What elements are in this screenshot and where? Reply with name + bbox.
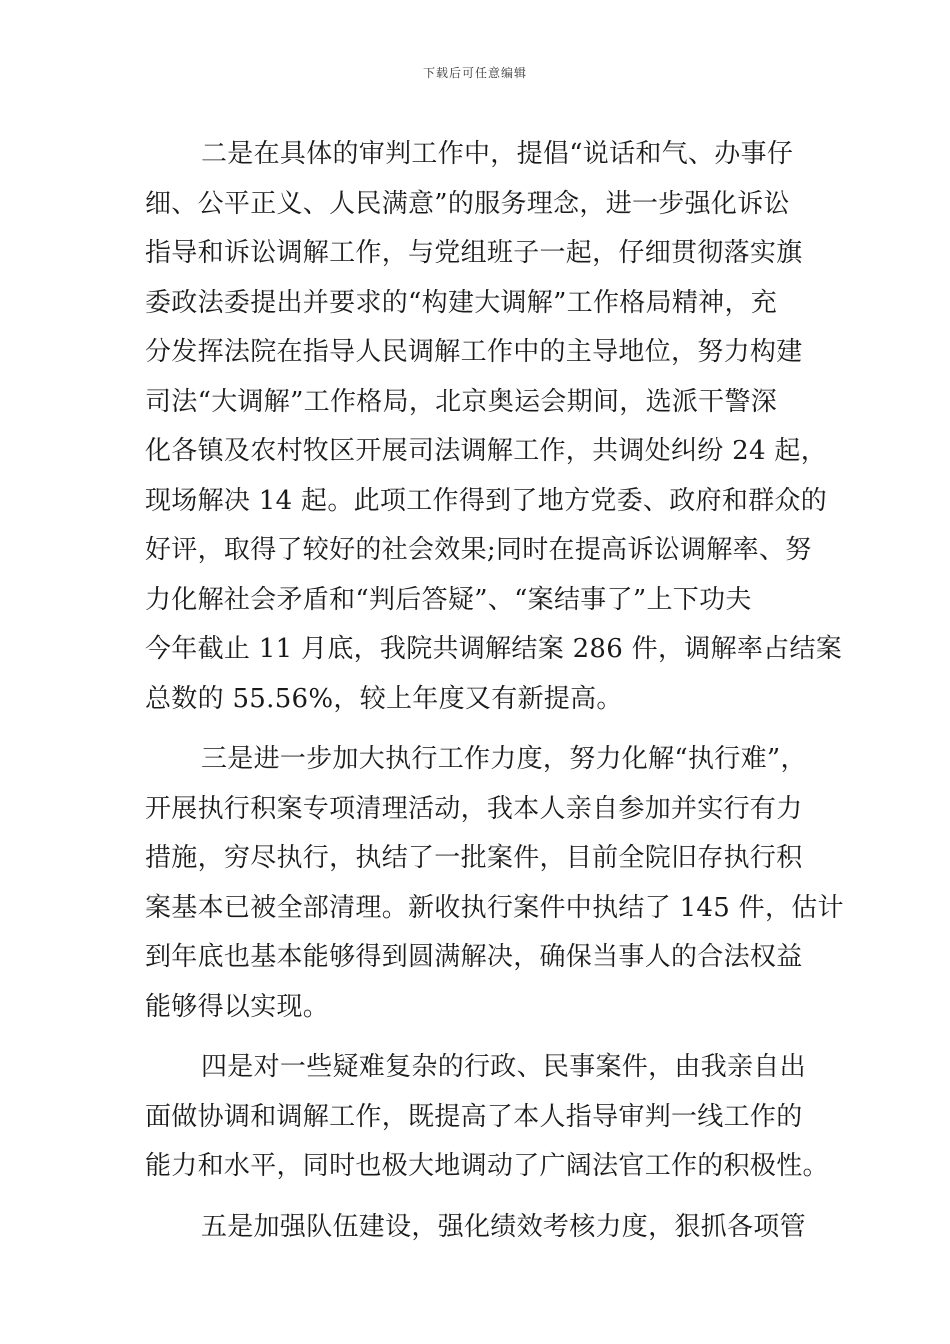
text-line: 开展执行积案专项清理活动，我本人亲自参加并实行有力: [145, 793, 803, 824]
text-line: 化各镇及农村牧区开展司法调解工作，共调处纠纷 24 起，: [145, 436, 828, 466]
text-line: 能够得以实现。: [145, 991, 330, 1022]
text-line: 总数的 55.56%，较上年度又有新提高。: [145, 683, 623, 714]
paragraph-4: [145, 1043, 829, 1192]
text-line: 司法“大调解”工作格局，北京奥运会期间，选派干警深: [145, 386, 778, 417]
paragraph-3: [145, 735, 844, 1032]
text-line: 好评，取得了较好的社会效果;同时在提高诉讼调解率、努: [145, 535, 812, 565]
text-line: 面做协调和调解工作，既提高了本人指导审判一线工作的: [145, 1101, 803, 1132]
text-line: 能力和水平，同时也极大地调动了广阔法官工作的积极性。: [145, 1151, 829, 1181]
text-line: 五是加强队伍建设，强化绩效考核力度，狠抓各项管: [201, 1211, 806, 1242]
text-line: 指导和诉讼调解工作，与党组班子一起，仔细贯彻落实旗: [145, 238, 803, 268]
text-line: 细、公平正义、人民满意”的服务理念，进一步强化诉讼: [145, 188, 790, 219]
paragraph-5: [145, 1203, 807, 1253]
text-line: 四是对一些疑难复杂的行政、民事案件，由我亲自出: [201, 1052, 806, 1082]
text-line: 案基本已被全部清理。新收执行案件中执结了 145 件，估计: [145, 892, 844, 923]
text-line: 到年底也基本能够得到圆满解决，确保当事人的合法权益: [145, 942, 803, 972]
text-line: 三是进一步加大执行工作力度，努力化解“执行难”，: [201, 744, 807, 774]
text-line: 今年截止 11 月底，我院共调解结案 286 件，调解率占结案: [145, 634, 843, 664]
document-body: [145, 130, 844, 1252]
text-line: 委政法委提出并要求的“构建大调解”工作格局精神，充: [145, 287, 778, 318]
page-header: 下载后可任意编辑: [422, 66, 527, 80]
paragraph-2: [145, 130, 843, 724]
text-line: 分发挥法院在指导人民调解工作中的主导地位，努力构建: [145, 337, 803, 367]
text-line: 措施，穷尽执行，执结了一批案件，目前全院旧存执行积: [145, 843, 803, 873]
text-line: 力化解社会矛盾和“判后答疑”、“案结事了”上下功夫: [145, 584, 752, 615]
text-line: 二是在具体的审判工作中，提倡“说话和气、办事仔: [201, 139, 794, 169]
text-line: 现场解决 14 起。此项工作得到了地方党委、政府和群众的: [145, 485, 828, 516]
